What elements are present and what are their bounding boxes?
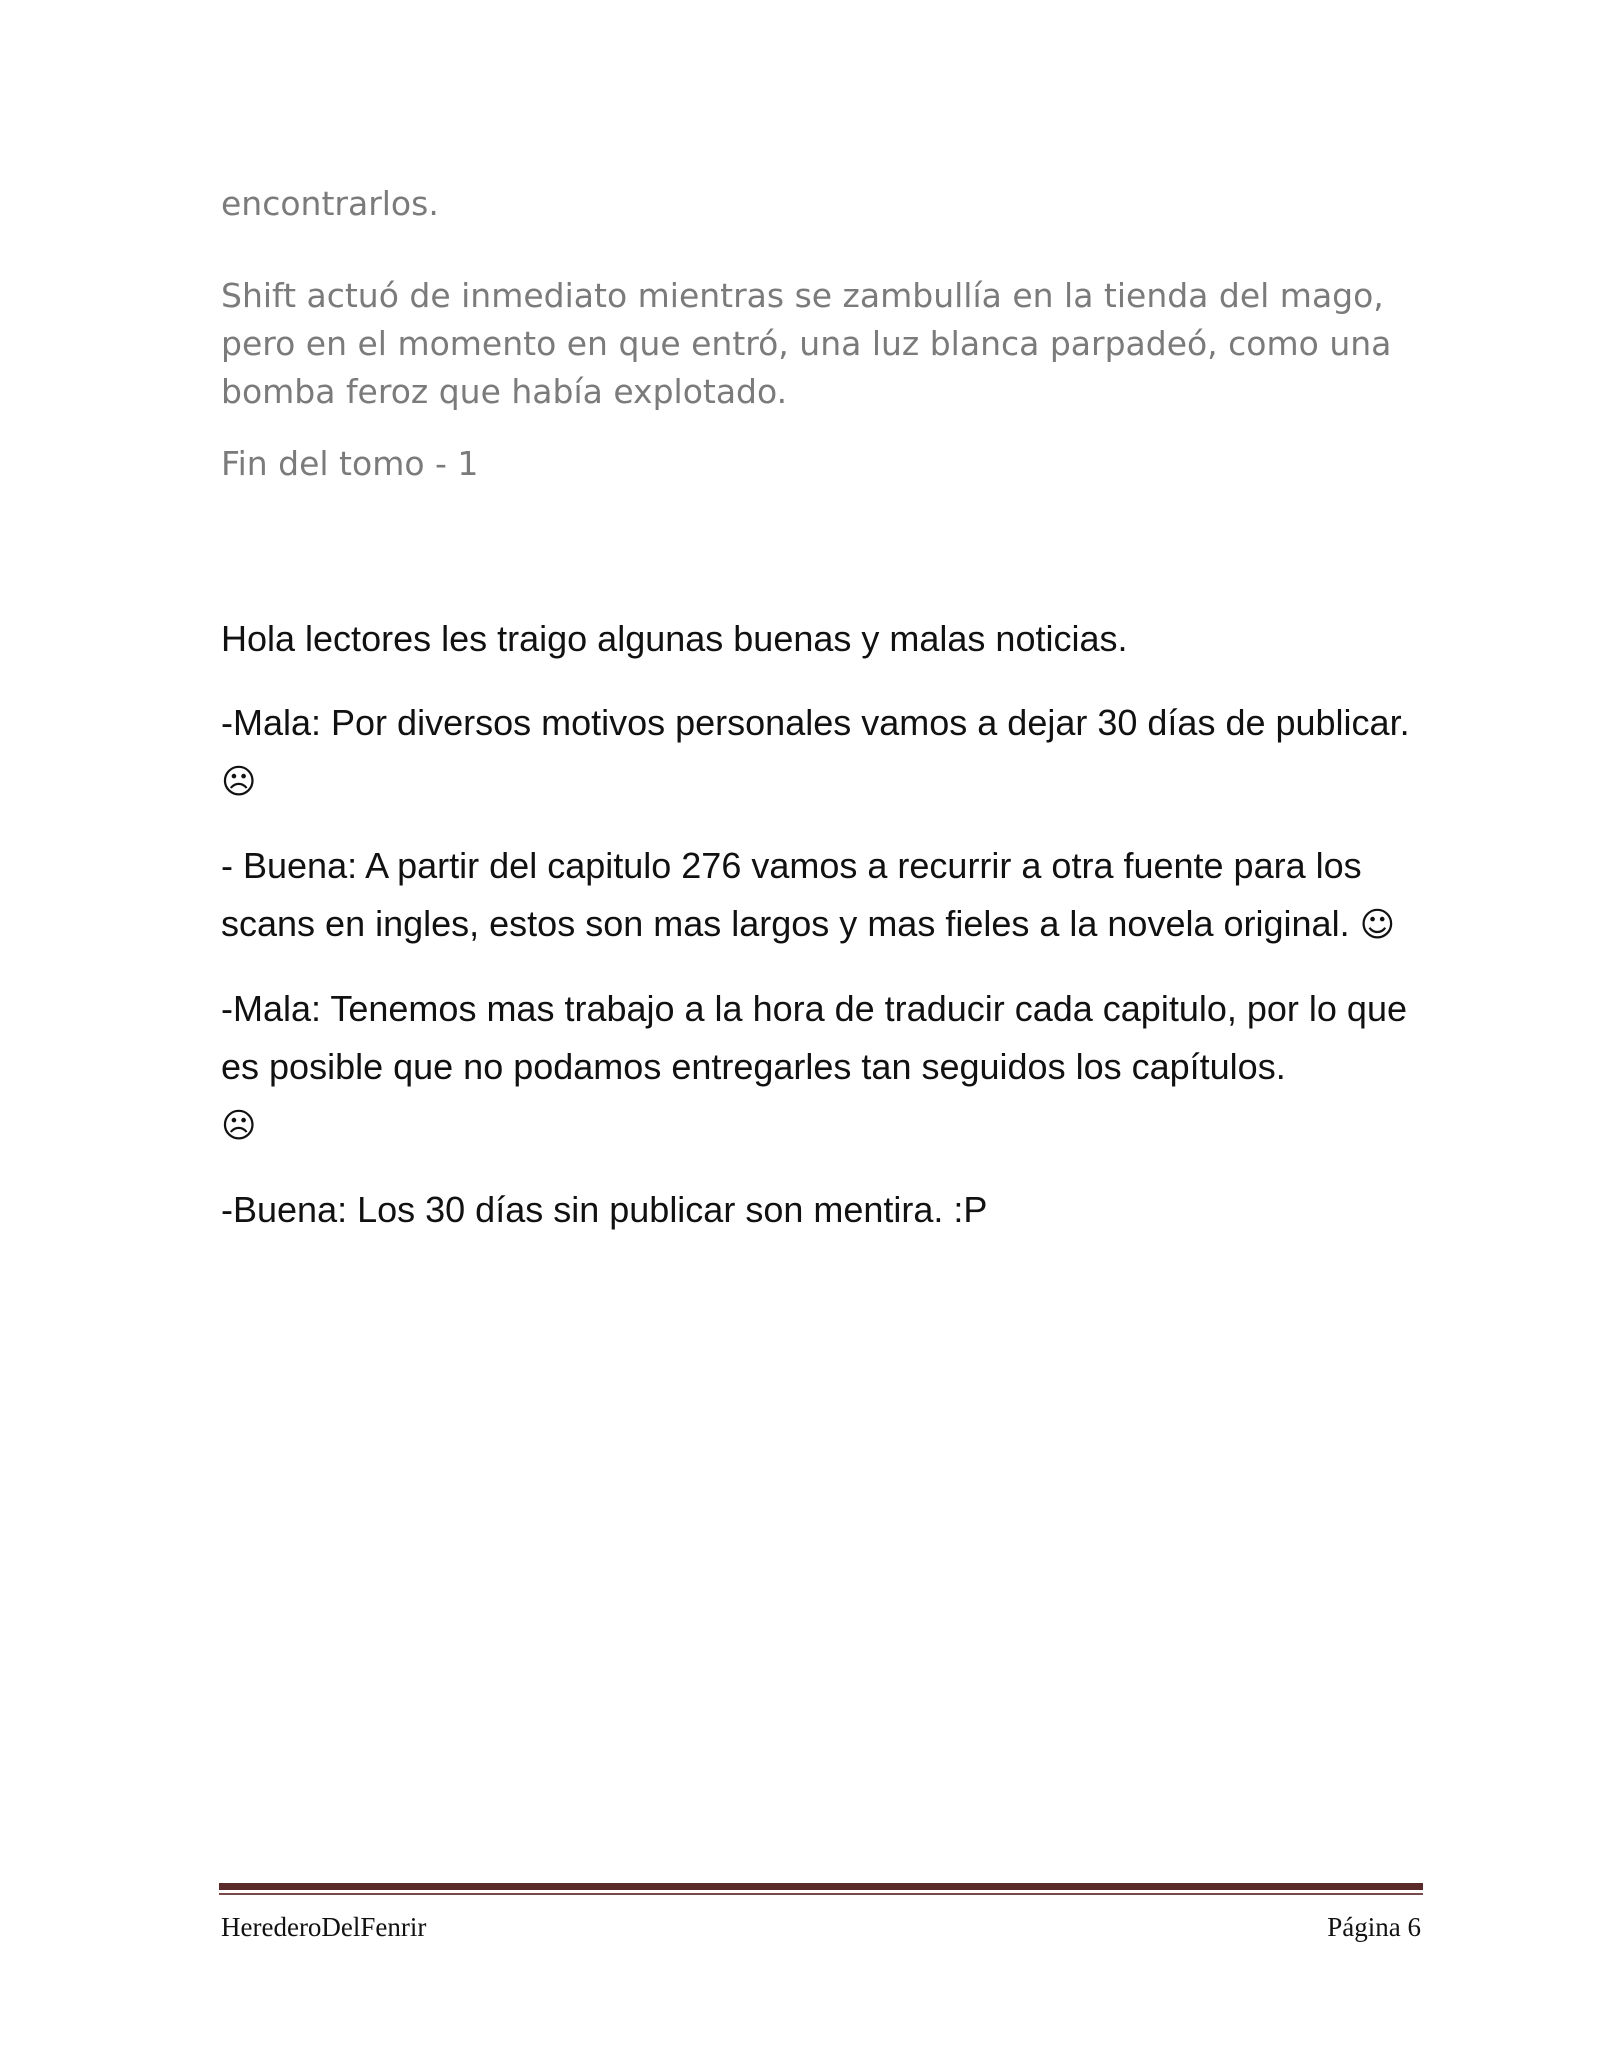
page-number: Página 6 [1327, 1912, 1421, 1942]
story-text [221, 180, 1421, 488]
sad-face-icon: ☹ [221, 1106, 257, 1146]
page-footer [221, 1912, 1421, 1952]
footer-author: HerederoDelFenrir [221, 1912, 427, 1942]
translator-notes [221, 610, 1441, 1265]
sad-face-icon: ☹ [221, 762, 257, 802]
smiley-face-icon: ☺ [1359, 905, 1396, 945]
note-item [221, 837, 1441, 954]
note-item [221, 1181, 1441, 1239]
note-item [221, 694, 1441, 811]
notes-intro: Hola lectores les traigo algunas buenas y malas noticias. [221, 618, 1128, 659]
note-text: -Mala: Por diversos motivos personales vamos a dejar 30 días de publicar. [221, 702, 1410, 743]
story-paragraph: Shift actuó de inmediato mientras se zambullía en la tienda del mago, pero en el momento en que entró, una luz blanca parpadeó, como una bomba feroz que había explotado. [221, 276, 1392, 411]
volume-end-line: Fin del tomo - 1 [221, 444, 479, 483]
note-text: - Buena: A partir del capitulo 276 vamos a recurrir a otra fuente para los scans en ingles, estos son mas largos y mas fieles a la novela original. [221, 845, 1362, 944]
footer-divider [219, 1883, 1423, 1896]
note-text: -Buena: Los 30 días sin publicar son mentira. :P [221, 1189, 988, 1230]
note-item [221, 980, 1441, 1155]
note-text: -Mala: Tenemos mas trabajo a la hora de traducir cada capitulo, por lo que es posible que no podamos entregarles tan seguidos los capítulos. [221, 988, 1407, 1087]
story-paragraph: encontrarlos. [221, 184, 439, 223]
